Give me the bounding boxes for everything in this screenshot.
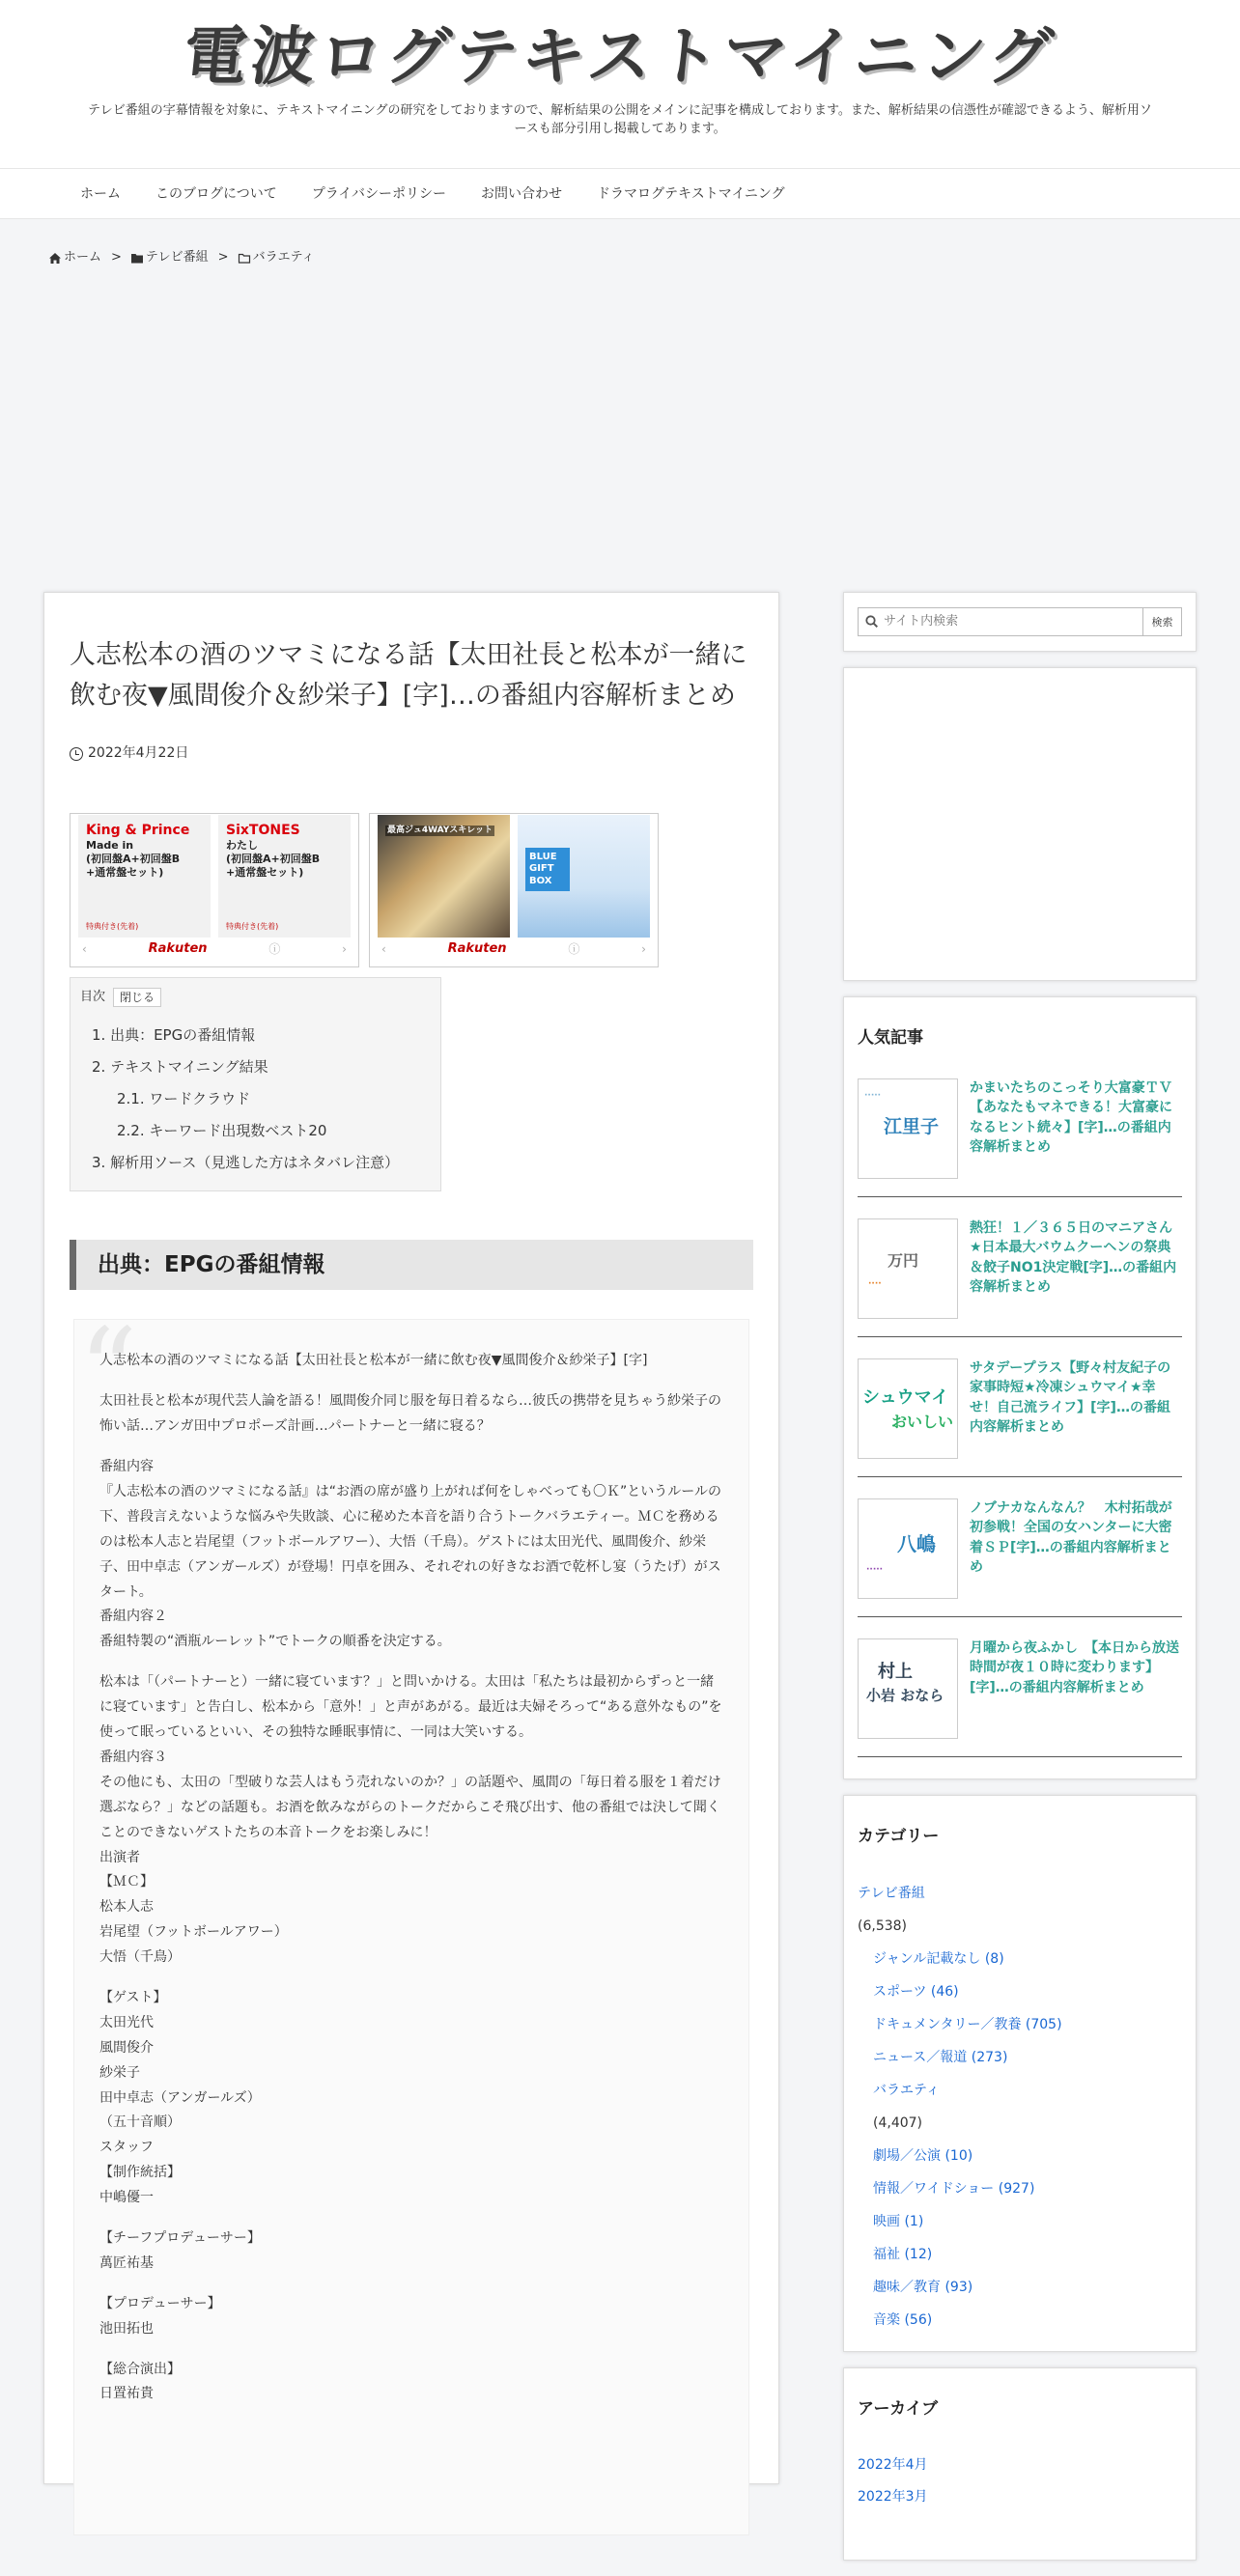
chevron-right-icon[interactable]: › xyxy=(641,941,646,956)
breadcrumb-subcategory[interactable]: バラエティ xyxy=(252,250,315,265)
quote-text: 番組内容 xyxy=(99,1459,154,1475)
quote-text: （五十音順） xyxy=(99,2114,181,2131)
breadcrumb-home[interactable]: ホーム xyxy=(64,250,102,265)
info-icon[interactable]: ⓘ xyxy=(568,941,580,956)
quote-text: 風間俊介 xyxy=(99,2039,154,2056)
wordcloud-thumbnail[interactable] xyxy=(858,1638,958,1739)
category-count[interactable]: (273) xyxy=(971,2050,1008,2066)
quote-text: 【総合演出】 xyxy=(99,2361,181,2377)
wordcloud-word: ····· xyxy=(866,1564,884,1575)
wordcloud-word: 村上 xyxy=(878,1661,913,1682)
toc-close-button[interactable]: 閉じる xyxy=(113,988,161,1007)
rakuten-product-image[interactable] xyxy=(518,815,650,938)
search-input[interactable] xyxy=(884,608,1142,635)
breadcrumb-separator: > xyxy=(217,250,229,265)
popular-post[interactable] xyxy=(858,1638,1182,1757)
site-header xyxy=(0,0,1240,169)
category-link[interactable]: 趣味／教育 xyxy=(873,2280,941,2296)
category-count[interactable]: (10) xyxy=(944,2148,973,2165)
clock-icon xyxy=(70,747,83,761)
category-count[interactable]: (93) xyxy=(944,2280,973,2296)
quote-text: 番組内容２ xyxy=(99,1609,167,1625)
category-count[interactable]: (927) xyxy=(998,2181,1035,2198)
category-link[interactable]: バラエティ xyxy=(873,2083,940,2099)
popular-posts-widget xyxy=(843,996,1197,1779)
search-box xyxy=(858,607,1182,636)
category-count: (4,407) xyxy=(873,2115,923,2132)
breadcrumb-category[interactable]: テレビ番組 xyxy=(145,250,209,265)
wordcloud-word: ····· xyxy=(864,1090,882,1101)
site-title-text[interactable]: 電波ログテキストマイニング xyxy=(180,19,1060,95)
quote-text: 『人志松本の酒のツマミになる話』は“お酒の席が盛り上がれば何をしゃべっても〇Ｋ”というルールの下、普段言えないような悩みや失敗談、心に秘めた本音を語り合うトークバラエティー。ＭＣを務めるのは松本人志と岩尾望（フットボールアワー）、大悟（千鳥）。ゲストには太田光代、風間俊介、紗栄子、田中卓志（アンガールズ）が登場！円卓を囲み、それぞれの好きなお酒で乾杯し宴（うたげ）がスタート。 xyxy=(99,1484,721,1600)
quote-text: スタッフ xyxy=(99,2140,154,2156)
quote-text: 【プロデューサー】 xyxy=(99,2295,221,2311)
category-count[interactable]: (12) xyxy=(904,2247,933,2263)
nav-privacy[interactable]: プライバシーポリシー xyxy=(311,186,447,202)
wordcloud-word: 万円 xyxy=(888,1250,919,1270)
wordcloud-word: 江里子 xyxy=(884,1115,940,1137)
quote-text: 田中卓志（アンガールズ） xyxy=(99,2089,261,2106)
popular-post-title[interactable]: ノブナカなんなん？ 木村拓哉が初参戦！全国の女ハンターに大密着ＳＰ[字]…の番組内容解析まとめ xyxy=(970,1499,1172,1575)
toc-item[interactable]: 2.2. キーワード出現数ベスト20 xyxy=(117,1121,327,1139)
search-button[interactable]: 検索 xyxy=(1142,608,1181,635)
quote-text: その他にも、太田の「型破りな芸人はもう売れないのか？」の話題や、風間の「毎日着る服を１着だけ選ぶなら？」などの話題も。お酒を飲みながらのトークだからこそ飛び出す、他の番組では決して聞くことのできないゲストたちの本音トークをお楽しみに！ xyxy=(99,1774,721,1840)
sidebar-ad xyxy=(843,667,1197,981)
category-link[interactable]: 情報／ワイドショー xyxy=(873,2181,995,2198)
article-title: 人志松本の酒のツマミになる話【太田社長と松本が一緒に飲む夜▼風間俊介＆紗栄子】[字]…の番組内容解析まとめ xyxy=(70,639,747,711)
popular-post[interactable] xyxy=(858,1218,1182,1337)
sidebar xyxy=(843,592,1197,2576)
category-link[interactable]: 劇場／公演 xyxy=(873,2148,941,2165)
rakuten-logo: Rakuten xyxy=(447,940,507,956)
home-icon xyxy=(49,253,61,264)
categories-widget xyxy=(843,1795,1197,2352)
search-widget xyxy=(843,592,1197,652)
category-link[interactable]: ドキュメンタリー／教養 xyxy=(873,2017,1022,2033)
site-description: テレビ番組の字幕情報を対象に、テキストマイニングの研究をしておりますので、解析結果の公開をメインに記事を構成しております。また、解析結果の信憑性が確認できるよう、解析用ソースも部分引用し掲載してあります。 xyxy=(88,103,1152,136)
rakuten-product-image[interactable] xyxy=(378,815,510,938)
quote-text: 紗栄子 xyxy=(99,2064,140,2081)
nav-about[interactable]: このブログについて xyxy=(155,186,277,202)
rakuten-logo: Rakuten xyxy=(148,940,208,956)
product-tag: 特典付き(先着) xyxy=(226,921,279,931)
table-of-contents xyxy=(70,977,441,1191)
quote-text: 【チーフプロデューサー】 xyxy=(99,2229,261,2246)
wordcloud-word: シュウマイ xyxy=(862,1386,949,1408)
popular-post-title[interactable]: サタデープラス【野々村友紀子の家事時短★冷凍シュウマイ★幸せ！自己流ライフ】[字]…の番組内容解析まとめ xyxy=(970,1359,1171,1435)
category-count[interactable]: (1) xyxy=(904,2214,924,2230)
category-count[interactable]: (46) xyxy=(930,1984,959,2001)
global-nav xyxy=(0,169,1240,219)
rakuten-product[interactable] xyxy=(78,815,211,938)
post-date xyxy=(70,742,753,764)
rakuten-ads xyxy=(70,813,753,967)
wordcloud-word: おいしい xyxy=(891,1412,954,1431)
product-desc: Made in (初回盤A+初回盤B +通常盤セット) xyxy=(86,839,181,879)
quote-text: 番組特製の“酒瓶ルーレット”でトークの順番を決定する。 xyxy=(99,1634,451,1650)
quote-text: 大悟（千鳥） xyxy=(99,1949,181,1966)
quote-text: 【ゲスト】 xyxy=(99,1989,167,2005)
toc-item[interactable]: 2.1. ワードクラウド xyxy=(117,1089,251,1107)
popular-post[interactable] xyxy=(858,1078,1182,1197)
category-count[interactable]: (8) xyxy=(984,1951,1004,1968)
quote-text: 番組内容３ xyxy=(99,1749,167,1765)
article-main xyxy=(43,592,779,2484)
quote-text: 出演者 xyxy=(99,1849,140,1865)
site-title[interactable] xyxy=(0,0,1240,97)
product-brand: King & Prince xyxy=(86,822,190,838)
popular-post[interactable] xyxy=(858,1358,1182,1477)
rakuten-ad-2[interactable] xyxy=(369,813,659,967)
nav-home[interactable]: ホーム xyxy=(80,186,121,202)
category-link[interactable]: ニュース／報道 xyxy=(873,2050,968,2066)
quote-text: 太田光代 xyxy=(99,2014,154,2030)
toc-item[interactable]: 1. 出典：EPGの番組情報 xyxy=(92,1025,256,1044)
quote-text: 岩尾望（フットボールアワー） xyxy=(99,1924,288,1941)
wordcloud-thumbnail[interactable] xyxy=(858,1358,958,1459)
info-icon[interactable]: ⓘ xyxy=(268,941,281,956)
chevron-left-icon[interactable]: ‹ xyxy=(381,941,386,956)
category-count[interactable]: (705) xyxy=(1025,2017,1062,2033)
folder-icon xyxy=(131,253,143,264)
search-icon xyxy=(859,608,884,635)
quote-text: 中嶋優一 xyxy=(99,2190,154,2206)
popular-post-title[interactable]: かまいたちのこっそり大富豪ＴＶ【あなたもマネできる！大富豪になるヒント続々】[字]…の番組内容解析まとめ xyxy=(970,1079,1172,1155)
archive-title: アーカイブ xyxy=(858,2399,939,2420)
quote-text: 【制作統括】 xyxy=(99,2165,181,2181)
quote-text: 日置祐貴 xyxy=(99,2386,154,2402)
category-link[interactable]: 映画 xyxy=(873,2214,900,2230)
popular-post-title[interactable]: 月曜から夜ふかし 【本日から放送時間が夜１０時に変わります】[字]…の番組内容解析まとめ xyxy=(970,1639,1179,1695)
quote-icon: “ xyxy=(78,1304,138,1440)
wordcloud-word: 八嶋 xyxy=(897,1531,936,1555)
product-caption: BLUE GIFT BOX xyxy=(525,848,570,892)
category-link[interactable]: テレビ番組 xyxy=(858,1886,925,1902)
category-link[interactable]: スポーツ xyxy=(873,1984,927,2001)
quote-text: 松本は「（パートナーと）一緒に寝ています？」と問いかける。太田は「私たちは最初からずっと一緒に寝ています」と告白し、松本から「意外！」と声があがる。最近は夫婦そろって“ある意外なもの”を使って眠っているといい、その独特な睡眠事情に、一同は大笑いする。 xyxy=(99,1674,722,1741)
product-desc: わたし (初回盤A+初回盤B +通常盤セット) xyxy=(226,839,321,879)
product-brand: SixTONES xyxy=(226,822,300,838)
breadcrumb-separator: > xyxy=(111,250,122,265)
rakuten-product[interactable] xyxy=(218,815,351,938)
nav-drama-log[interactable]: ドラマログテキストマイニング xyxy=(597,186,785,202)
category-link[interactable]: 音楽 xyxy=(873,2312,900,2329)
toc-item[interactable]: 2. テキストマイニング結果 xyxy=(92,1057,268,1076)
quote-text: 松本人志 xyxy=(99,1899,154,1916)
popular-posts-title: 人気記事 xyxy=(858,1027,923,1048)
wordcloud-thumbnail[interactable] xyxy=(858,1218,958,1319)
folder-open-icon xyxy=(239,253,250,264)
quote-text: 【ＭＣ】 xyxy=(99,1874,154,1890)
categories-title: カテゴリー xyxy=(858,1826,940,1846)
epg-quote xyxy=(73,1304,749,2535)
archive-link[interactable]: 2022年4月 xyxy=(858,2457,928,2474)
wordcloud-word: 小岩 おなら xyxy=(866,1686,944,1704)
chevron-left-icon[interactable]: ‹ xyxy=(82,941,87,956)
popular-post[interactable] xyxy=(858,1498,1182,1617)
quote-text: 萬匠祐基 xyxy=(99,2254,154,2271)
category-count: (6,538) xyxy=(858,1918,908,1935)
quote-text: 太田社長と松本が現代芸人論を語る！風間俊介同じ服を毎日着るなら…彼氏の携帯を見ちゃう紗栄子の怖い話…アンガ田中プロポーズ計画…パートナーと一緒に寝る？ xyxy=(99,1393,721,1435)
wordcloud-thumbnail[interactable] xyxy=(858,1078,958,1179)
ad-space xyxy=(0,268,1240,592)
archive-widget xyxy=(843,2367,1197,2561)
wordcloud-word: ···· xyxy=(868,1278,882,1289)
popular-post-title[interactable]: 熱狂！１／３６５日のマニアさん★日本最大バウムクーヘンの祭典＆餃子NO1決定戦[字]…の番組内容解析まとめ xyxy=(970,1219,1177,1295)
quote-text: 池田拓也 xyxy=(99,2320,154,2337)
wordcloud-thumbnail[interactable] xyxy=(858,1498,958,1599)
section-heading: 出典：EPGの番組情報 xyxy=(70,1240,753,1291)
nav-contact[interactable]: お問い合わせ xyxy=(481,186,563,202)
post-date-text: 2022年4月22日 xyxy=(88,745,189,762)
category-link[interactable]: ジャンル記載なし xyxy=(873,1951,981,1968)
archive-link[interactable]: 2022年3月 xyxy=(858,2489,928,2506)
toc-item[interactable]: 3. 解析用ソース（見逃した方はネタバレ注意） xyxy=(92,1153,400,1171)
chevron-right-icon[interactable]: › xyxy=(342,941,347,956)
category-count[interactable]: (56) xyxy=(904,2312,933,2329)
product-caption: 最高ジュ4WAYスキレット xyxy=(387,825,493,835)
quote-text: 人志松本の酒のツマミになる話【太田社長と松本が一緒に飲む夜▼風間俊介＆紗栄子】[字] xyxy=(99,1353,648,1369)
rakuten-ad-1[interactable] xyxy=(70,813,359,967)
product-tag: 特典付き(先着) xyxy=(86,921,139,931)
category-link[interactable]: 福祉 xyxy=(873,2247,900,2263)
toc-label: 目次 xyxy=(80,989,106,1004)
breadcrumb xyxy=(43,248,1197,268)
